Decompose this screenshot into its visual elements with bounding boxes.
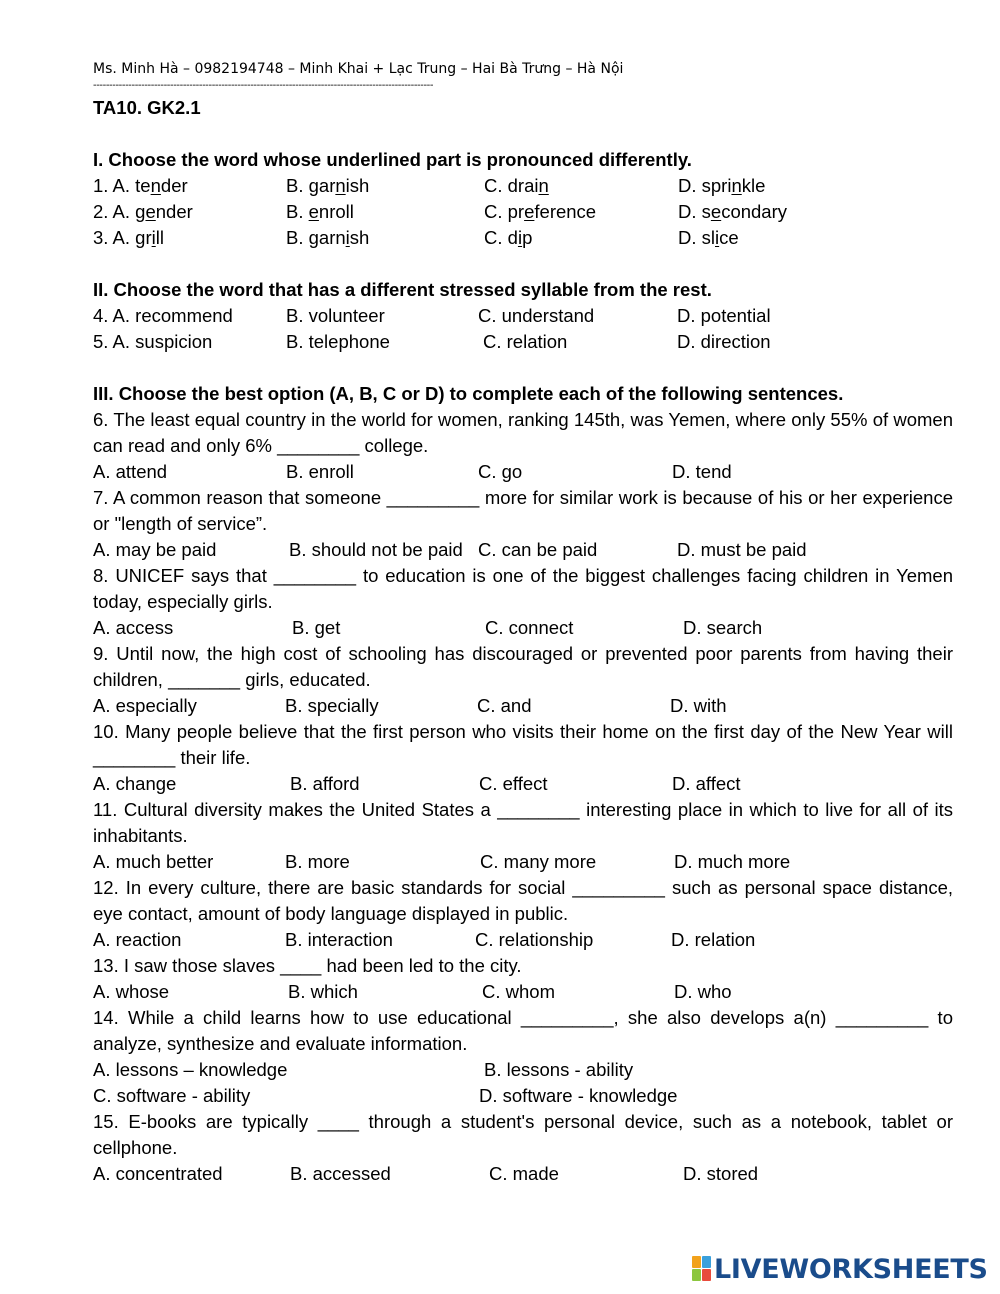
answer-option: A. attend	[93, 461, 168, 482]
section-1-title: I. Choose the word whose underlined part is pronounced differently.	[93, 149, 692, 170]
option-b: B. garnish	[286, 175, 370, 196]
answer-options	[93, 537, 953, 563]
question-text: 7. A common reason that someone _________ more for similar work is because of his or her experience or "length of service”.	[93, 487, 953, 534]
question-text: 6. The least equal country in the world for women, ranking 145th, was Yemen, where only 55% of women can read and only 6% ________ college.	[93, 409, 953, 456]
option-b: B. volunteer	[286, 305, 385, 326]
answer-option: A. especially	[93, 695, 197, 716]
answer-option: D. tend	[672, 461, 732, 482]
answer-option: D. much more	[674, 851, 791, 872]
section-3-title: III. Choose the best option (A, B, C or D) to complete each of the following sentences.	[93, 383, 844, 404]
option-a: 2. A. gender	[93, 201, 193, 222]
question-text: 9. Until now, the high cost of schooling has discouraged or prevented poor parents from having their children, _______ girls, educated.	[93, 643, 953, 690]
answer-options	[93, 1083, 953, 1109]
answer-option: C. effect	[479, 773, 548, 794]
answer-options	[93, 459, 953, 485]
header-separator: ----------------------------------------------------------------------------------------------------------	[93, 80, 434, 91]
answer-option: A. whose	[93, 981, 170, 1002]
underlined-letter: i	[345, 227, 350, 248]
underlined-letter: e	[145, 201, 156, 222]
answer-option: B. should not be paid	[289, 539, 463, 560]
answer-options	[93, 1057, 953, 1083]
question-row	[93, 173, 953, 199]
answer-option: B. lessons - ability	[484, 1059, 634, 1080]
option-a: 5. A. suspicion	[93, 331, 213, 352]
option-d: D. sprinkle	[678, 175, 766, 196]
answer-option: C. connect	[485, 617, 574, 638]
answer-option: B. more	[285, 851, 350, 872]
answer-option: A. reaction	[93, 929, 182, 950]
question-text: 12. In every culture, there are basic standards for social _________ such as personal space distance, eye contact, amount of body language displayed in public.	[93, 877, 953, 924]
answer-option: D. must be paid	[677, 539, 807, 560]
worksheet-page	[93, 58, 953, 1187]
section-2-rows	[93, 303, 953, 355]
teacher-contact: Ms. Minh Hà – 0982194748 – Minh Khai + Lạc Trung – Hai Bà Trưng – Hà Nội	[93, 61, 624, 77]
answer-option: A. lessons – knowledge	[93, 1059, 288, 1080]
question-text: 11. Cultural diversity makes the United States a ________ interesting place in which to live for all of its inhabitants.	[93, 799, 953, 846]
liveworksheets-logo-icon	[692, 1256, 712, 1282]
liveworksheets-logo	[692, 1252, 988, 1286]
option-c: C. understand	[478, 305, 595, 326]
section-2-title: II. Choose the word that has a different stressed syllable from the rest.	[93, 279, 712, 300]
answer-options	[93, 927, 953, 953]
answer-options	[93, 771, 953, 797]
question-text: 13. I saw those slaves ____ had been led to the city.	[93, 955, 522, 976]
answer-option: C. go	[478, 461, 523, 482]
answer-options	[93, 615, 953, 641]
answer-option: A. may be paid	[93, 539, 217, 560]
option-c: C. relation	[483, 331, 568, 352]
answer-option: D. with	[670, 695, 727, 716]
option-b: B. garnish	[286, 227, 370, 248]
question-row	[93, 199, 953, 225]
answer-option: B. enroll	[286, 461, 354, 482]
section-1-rows	[93, 173, 953, 251]
answer-option: B. accessed	[290, 1163, 391, 1184]
option-d: D. slice	[678, 227, 739, 248]
answer-option: C. made	[489, 1163, 559, 1184]
worksheet-code: TA10. GK2.1	[93, 97, 201, 118]
underlined-letter: n	[335, 175, 346, 196]
answer-option: B. specially	[285, 695, 379, 716]
question-row	[93, 303, 953, 329]
answer-option: A. concentrated	[93, 1163, 223, 1184]
question-text: 15. E-books are typically ____ through a student's personal device, such as a notebook, tablet or cellphone.	[93, 1111, 953, 1158]
underlined-letter: i	[715, 227, 720, 248]
option-d: D. potential	[677, 305, 771, 326]
section-3-questions	[93, 407, 953, 1187]
answer-option: C. many more	[480, 851, 597, 872]
answer-option: D. software - knowledge	[479, 1085, 678, 1106]
underlined-letter: e	[710, 201, 722, 222]
answer-option: B. get	[292, 617, 341, 638]
option-d: D. secondary	[678, 201, 788, 222]
underlined-letter: i	[151, 227, 156, 248]
question-text: 10. Many people believe that the first person who visits their home on the first day of the New Year will ________ their life.	[93, 721, 953, 768]
option-d: D. direction	[677, 331, 771, 352]
answer-option: C. relationship	[475, 929, 594, 950]
answer-option: B. which	[288, 981, 358, 1002]
answer-option: D. relation	[671, 929, 756, 950]
answer-option: C. software - ability	[93, 1085, 251, 1106]
answer-options	[93, 849, 953, 875]
underlined-letter: n	[731, 175, 742, 196]
option-a: 1. A. tender	[93, 175, 188, 196]
answer-option: A. much better	[93, 851, 214, 872]
option-a: 4. A. recommend	[93, 305, 233, 326]
answer-option: C. can be paid	[478, 539, 598, 560]
option-c: C. drain	[484, 175, 549, 196]
answer-option: C. whom	[482, 981, 555, 1002]
answer-option: A. change	[93, 773, 177, 794]
question-row	[93, 225, 953, 251]
underlined-letter: e	[524, 201, 535, 222]
answer-option: D. who	[674, 981, 732, 1002]
liveworksheets-logo-text: LIVEWORKSHEETS	[714, 1253, 988, 1285]
answer-options	[93, 693, 953, 719]
option-b: B. enroll	[286, 201, 354, 222]
answer-option: C. and	[477, 695, 532, 716]
answer-option: D. search	[683, 617, 763, 638]
question-text: 14. While a child learns how to use educational _________, she also develops a(n) _________ to analyze, synthesize and evaluate information.	[93, 1007, 953, 1054]
option-a: 3. A. grill	[93, 227, 164, 248]
underlined-letter: n	[538, 175, 549, 196]
question-text: 8. UNICEF says that ________ to education is one of the biggest challenges facing children in Yemen today, especially girls.	[93, 565, 953, 612]
answer-option: D. affect	[672, 773, 741, 794]
answer-option: B. interaction	[285, 929, 393, 950]
question-row	[93, 329, 953, 355]
underlined-letter: n	[150, 175, 161, 196]
answer-option: D. stored	[683, 1163, 759, 1184]
option-b: B. telephone	[286, 331, 390, 352]
answer-options	[93, 979, 953, 1005]
underlined-letter: i	[517, 227, 523, 248]
answer-options	[93, 1161, 953, 1187]
underlined-letter: e	[308, 201, 319, 222]
answer-option: A. access	[93, 617, 174, 638]
option-c: C. dip	[484, 227, 533, 248]
answer-option: B. afford	[290, 773, 360, 794]
option-c: C. preference	[484, 201, 597, 222]
